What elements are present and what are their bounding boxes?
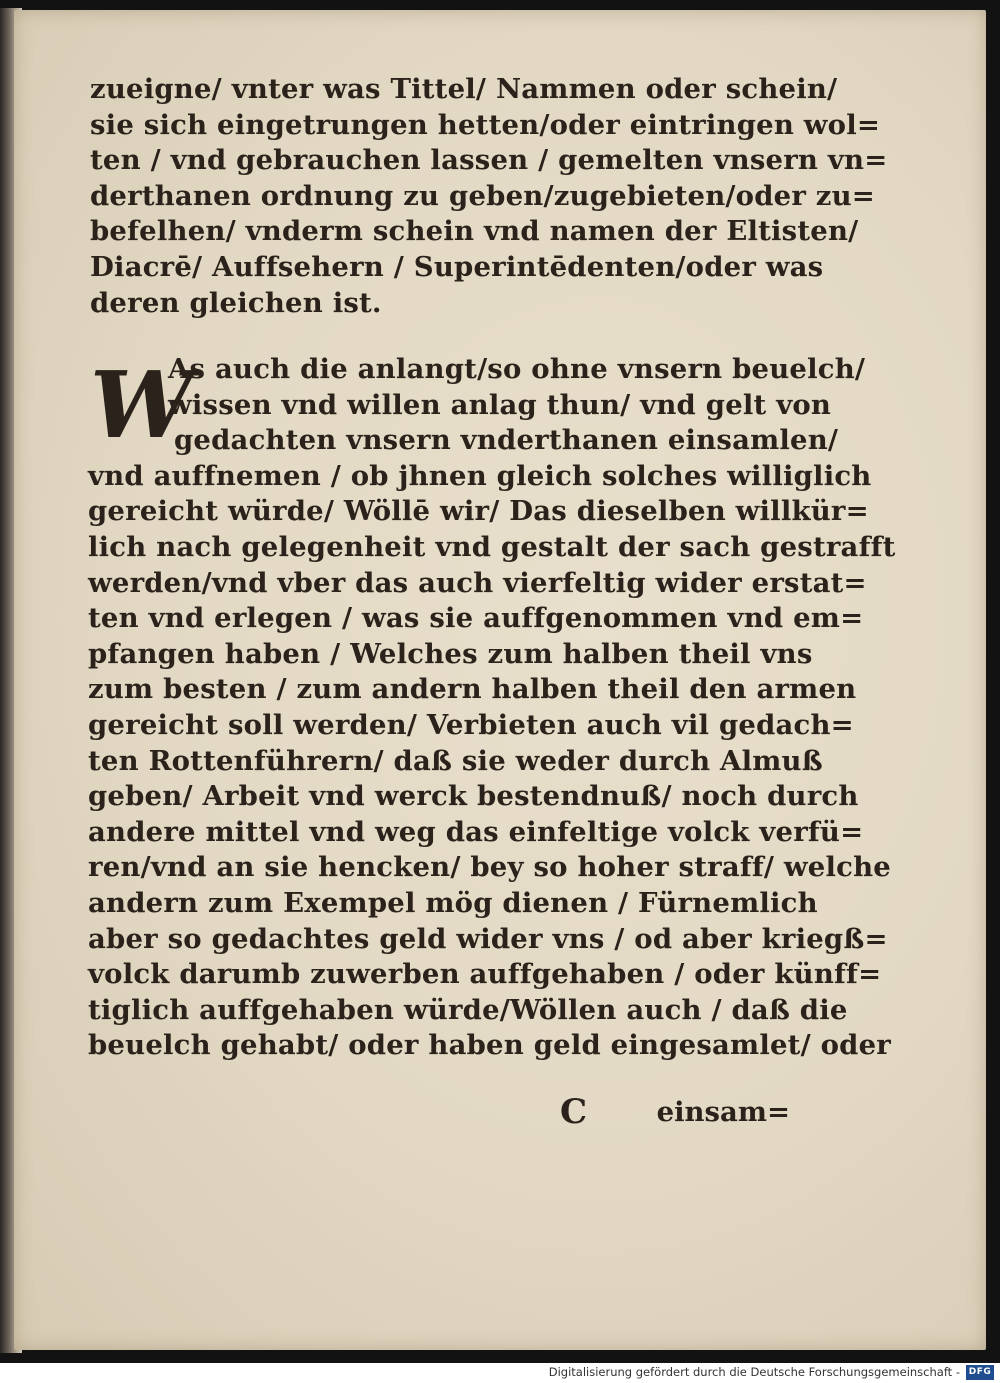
text-line: zum besten / zum andern halben theil den armen (88, 673, 857, 706)
funding-notice: Digitalisierung gefördert durch die Deutsche Forschungsgemeinschaft - (548, 1365, 960, 1379)
show-through-ink (110, 1092, 170, 1114)
text-line: andere mittel vnd weg das einfeltige volck verfü= (88, 815, 864, 848)
text-line: wissen vnd willen anlag thun/ vnd gelt von (168, 388, 832, 421)
page-foot (560, 1092, 790, 1132)
text-line: zueigne/ vnter was Tittel/ Nammen oder schein/ (90, 73, 838, 105)
text-line: ten Rottenführern/ daß sie weder durch Almuß (88, 744, 823, 777)
text-line: andern zum Exempel mög dienen / Fürnemlich (88, 886, 818, 919)
paragraph-2 (88, 352, 896, 1064)
text-line: ren/vnd an sie hencken/ bey so hoher straff/ welche (88, 851, 891, 884)
text-line: werden/vnd vber das auch vierfeltig wider erstat= (88, 566, 867, 599)
funding-footer (0, 1363, 1000, 1383)
text-line: lich nach gelegenheit vnd gestalt der sach gestrafft (88, 530, 896, 563)
catchword: einsam= (656, 1096, 790, 1128)
text-line: pfangen haben / Welches zum halben theil vns (88, 637, 813, 670)
text-line: sie sich eingetrungen hetten/oder eintringen wol= (90, 108, 881, 141)
text-line: geben/ Arbeit vnd werck bestendnuß/ noch durch (88, 780, 859, 813)
text-line: volck darumb zuwerben auffgehaben / oder künff= (88, 958, 882, 991)
text-line: vnd auffnemen / ob jhnen gleich solches williglich (88, 459, 872, 492)
text-line: tiglich auffgehaben würde/Wöllen auch / daß die (88, 993, 848, 1026)
dfg-logo-icon: DFG (966, 1365, 994, 1380)
text-line: beuelch gehabt/ oder haben geld eingesamlet/ oder (88, 1029, 891, 1062)
text-line: gereicht würde/ Wöllē wir/ Das dieselben willkür= (88, 495, 869, 528)
decorated-initial: W (90, 351, 194, 459)
text-line: gedachten vnsern vnderthanen einsamlen/ (174, 424, 839, 457)
paragraph-1 (90, 72, 888, 321)
text-line: gereicht soll werden/ Verbieten auch vil gedach= (88, 708, 854, 741)
text-line: befelhen/ vnderm schein vnd namen der Eltisten/ (90, 215, 859, 248)
text-line: derthanen ordnung zu geben/zugebieten/oder zu= (90, 179, 876, 212)
text-line: aber so gedachtes geld wider vns / od aber kriegß= (88, 922, 888, 955)
text-line: Diacrē/ Auffsehern / Superintēdenten/oder was (90, 250, 824, 283)
text-line: As auch die anlangt/so ohne vnsern beuelch/ (168, 353, 866, 385)
text-line: ten / vnd gebrauchen lassen / gemelten vnsern vn= (90, 144, 888, 177)
signature-mark: C (560, 1092, 588, 1132)
text-line: deren gleichen ist. (90, 286, 382, 319)
text-line: ten vnd erlegen / was sie auffgenommen vnd em= (88, 602, 864, 635)
